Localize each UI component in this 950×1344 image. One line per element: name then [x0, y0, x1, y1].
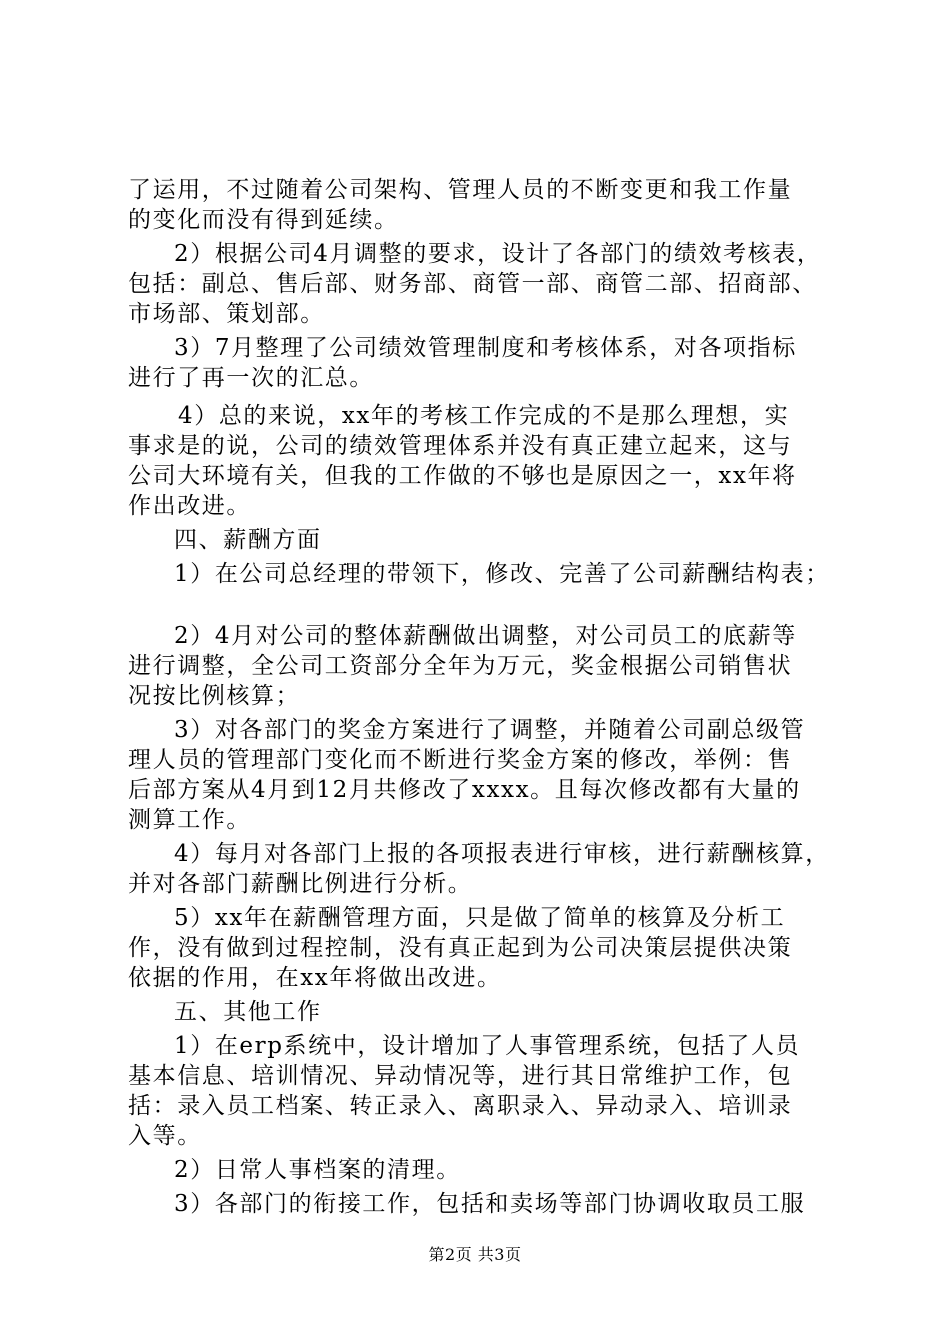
text-line: 包括：副总、售后部、财务部、商管一部、商管二部、招商部、 [128, 271, 817, 297]
text-line: 四、薪酬方面 [174, 527, 322, 553]
text-line: 2）4月对公司的整体薪酬做出调整，对公司员工的底薪等 [174, 623, 797, 649]
paragraph [128, 175, 840, 235]
paragraph [128, 401, 840, 521]
paragraph [128, 559, 840, 589]
text-line: 五、其他工作 [174, 999, 322, 1025]
text-line: 4）每月对各部门上报的各项报表进行审核，进行薪酬核算， [174, 841, 830, 867]
text-line: 作，没有做到过程控制，没有真正起到为公司决策层提供决策 [128, 935, 793, 961]
paragraph [128, 621, 840, 711]
text-line: 市场部、策划部。 [128, 301, 325, 327]
text-line: 入等。 [128, 1123, 202, 1149]
section-heading [128, 997, 840, 1027]
text-line: 测算工作。 [128, 807, 251, 833]
paragraph [128, 239, 840, 329]
text-line: 进行调整，全公司工资部分全年为万元，奖金根据公司销售状 [128, 653, 793, 679]
paragraph [128, 715, 840, 835]
text-line: 后部方案从4月到12月共修改了xxxx。且每次修改都有大量的 [128, 777, 801, 803]
paragraph [128, 1155, 840, 1185]
text-line: 4）总的来说，xx年的考核工作完成的不是那么理想，实 [178, 403, 790, 429]
text-line: 了运用，不过随着公司架构、管理人员的不断变更和我工作量 [128, 177, 793, 203]
page-number-footer: 第2页 共3页 [428, 1245, 522, 1264]
paragraph [128, 839, 840, 899]
paragraph [128, 333, 840, 393]
text-line: 并对各部门薪酬比例进行分析。 [128, 871, 473, 897]
text-line: 理人员的管理部门变化而不断进行奖金方案的修改，举例：售 [128, 747, 793, 773]
text-line: 1）在公司总经理的带领下，修改、完善了公司薪酬结构表； [174, 561, 830, 587]
text-line: 况按比例核算； [128, 683, 301, 709]
text-line: 2）根据公司4月调整的要求，设计了各部门的绩效考核表， [174, 241, 822, 267]
text-line: 公司大环境有关，但我的工作做的不够也是原因之一，xx年将 [128, 463, 797, 489]
text-line: 作出改进。 [128, 493, 251, 519]
text-line: 3）7月整理了公司绩效管理制度和考核体系，对各项指标 [174, 335, 797, 361]
text-line: 事求是的说，公司的绩效管理体系并没有真正建立起来，这与 [128, 433, 793, 459]
text-line: 3）各部门的衔接工作，包括和卖场等部门协调收取员工服 [174, 1191, 806, 1217]
text-line: 1）在erp系统中，设计增加了人事管理系统，包括了人员 [174, 1033, 801, 1059]
paragraph [128, 1031, 840, 1151]
paragraph [128, 903, 840, 993]
text-line: 括：录入员工档案、转正录入、离职录入、异动录入、培训录 [128, 1093, 793, 1119]
text-line: 5）xx年在薪酬管理方面，只是做了简单的核算及分析工 [174, 905, 786, 931]
text-line: 的变化而没有得到延续。 [128, 207, 399, 233]
text-line: 2）日常人事档案的清理。 [174, 1157, 461, 1183]
text-line: 基本信息、培训情况、异动情况等，进行其日常维护工作，包 [128, 1063, 793, 1089]
text-line: 依据的作用，在xx年将做出改进。 [128, 965, 502, 991]
text-line: 3）对各部门的奖金方案进行了调整，并随着公司副总级管 [174, 717, 806, 743]
section-heading [128, 525, 840, 555]
document-body [128, 175, 840, 1219]
text-line: 进行了再一次的汇总。 [128, 365, 374, 391]
paragraph [128, 1189, 840, 1219]
